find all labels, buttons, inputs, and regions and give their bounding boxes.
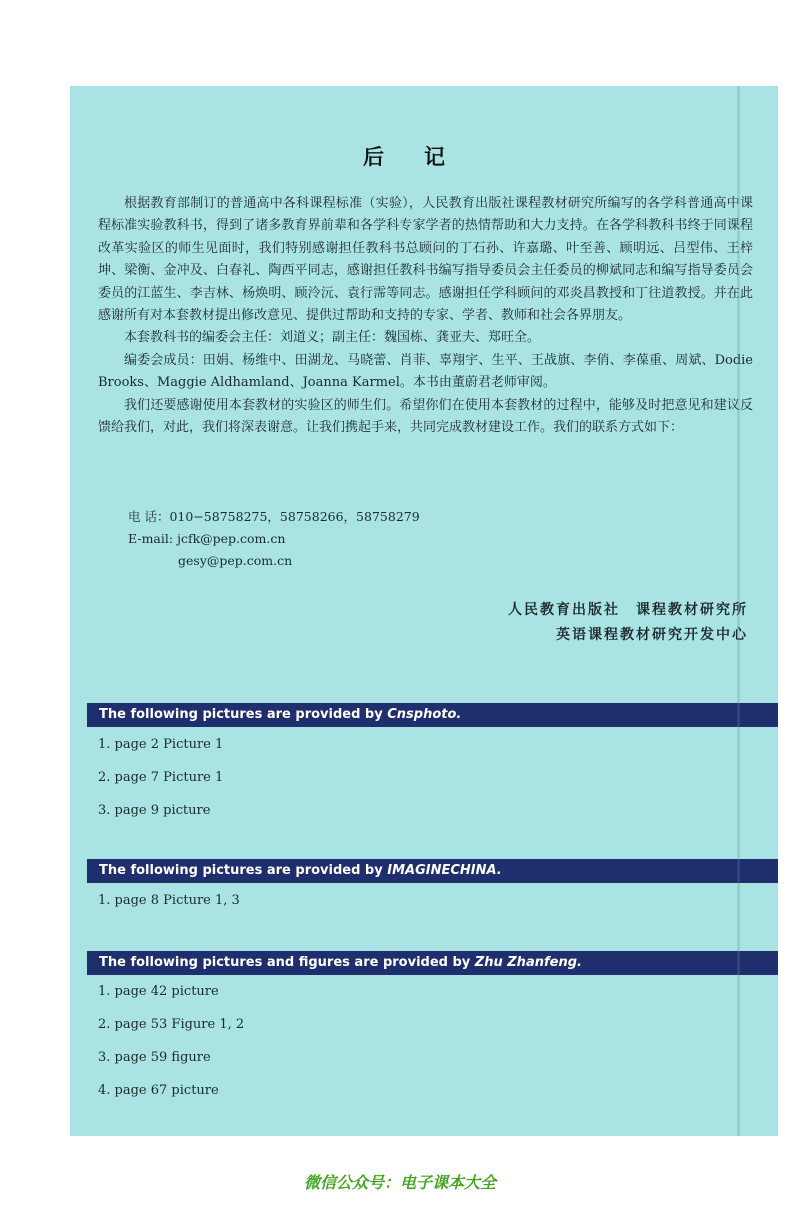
list-item: 1. page 42 picture (98, 984, 219, 999)
body-text (98, 193, 753, 439)
page-spine-shadow (737, 86, 740, 1136)
credit-provider: Zhu Zhanfeng. (474, 955, 582, 970)
page-title: 后记 (363, 145, 485, 169)
credit-header-cnsphoto: The following pictures are provided by Cnsphoto. (87, 703, 778, 727)
paragraph-editorial-board: 本套教科书的编委会主任：刘道义；副主任：魏国栋、龚亚夫、郑旺全。 (124, 330, 541, 346)
list-item: 1. page 2 Picture 1 (98, 737, 224, 752)
list-item: 4. page 67 picture (98, 1083, 219, 1098)
paragraph-acknowledgement: 根据教育部制订的普通高中各科课程标准（实验），人民教育出版社课程教材研究所编写的各学科普通高中课程标准实验教科书，得到了诸多教育界前辈和各学科专家学者的热情帮助和大力支持。在各学科教科书终于同课程改革实验区的师生见面时，我们特别感谢担任教科书总顾问的丁石孙、许嘉璐、叶至善、顾明远、吕型伟、王梓坤、梁衡、金冲及、白春礼、陶西平同志，感谢担任教科书编写指导委员会主任委员的柳斌同志和编写指导委员会委员的江蓝生、李吉林、杨焕明、顾泠沅、袁行霈等同志。感谢担任学科顾问的邓炎昌教授和丁往道教授。并在此感谢所有对本套教材提出修改意见、提供过帮助和支持的专家、学者、教师和社会各界朋友。 (98, 196, 753, 324)
paragraph-feedback: 我们还要感谢使用本套教材的实验区的师生们。希望你们在使用本套教材的过程中，能够及时把意见和建议反馈给我们，对此，我们将深表谢意。让我们携起手来，共同完成教材建设工作。我们的联系方式如下： (98, 397, 753, 436)
footer-watermark: 微信公众号：电子课本大全 (303, 1173, 496, 1192)
contact-email-1: E-mail: jcfk@pep.com.cn (128, 531, 286, 546)
credit-header-imaginechina: The following pictures are provided by IMAGINECHINA. (87, 859, 778, 883)
contact-phone: 电 话：010−58758275，58758266，58758279 (128, 509, 420, 524)
list-item: 3. page 59 figure (98, 1050, 211, 1065)
list-item: 1. page 8 Picture 1, 3 (98, 893, 240, 908)
contact-info (128, 506, 420, 572)
publisher-signature (508, 598, 748, 648)
list-item: 3. page 9 picture (98, 803, 211, 818)
credit-provider: IMAGINECHINA. (387, 863, 502, 878)
credit-provider: Cnsphoto. (387, 707, 462, 722)
credit-list-cnsphoto (98, 728, 223, 827)
document-page (70, 86, 778, 1136)
contact-email-2: gesy@pep.com.cn (178, 553, 293, 568)
paragraph-board-members: 编委会成员：田娟、杨维中、田湖龙、马晓蕾、肖菲、辜翔宇、生平、王战旗、李俏、李葆重、周斌、Dodie Brooks、Maggie Aldhamland、Joanna Karmel。本书由董蔚君老师审阅。 (98, 352, 753, 391)
list-item: 2. page 7 Picture 1 (98, 770, 224, 785)
publisher-line-2: 英语课程教材研究开发中心 (556, 627, 748, 643)
publisher-line-1: 人民教育出版社 课程教材研究所 (508, 602, 748, 618)
credit-list-zhu-zhanfeng (98, 975, 244, 1107)
credit-list-imaginechina (98, 884, 240, 917)
credit-header-zhu-zhanfeng: The following pictures and figures are provided by Zhu Zhanfeng. (87, 951, 778, 975)
list-item: 2. page 53 Figure 1, 2 (98, 1017, 245, 1032)
